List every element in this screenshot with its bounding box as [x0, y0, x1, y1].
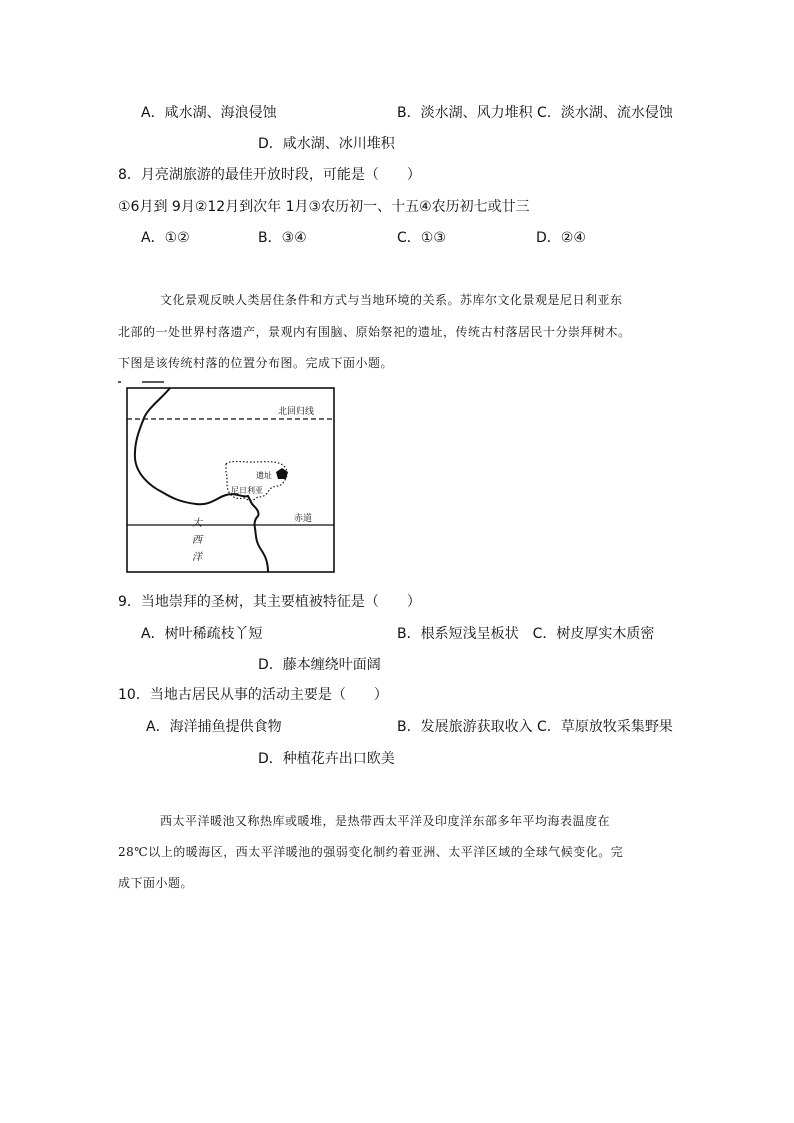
map-label-ocean-1: 大 [192, 518, 202, 529]
q8-stem: 8．月亮湖旅游的最佳开放时段，可能是（ ） [118, 167, 421, 183]
map-label-nigeria: 尼日利亚 [231, 486, 263, 495]
q10-option-bc: B．发展旅游获取收入 C．草原放牧采集野果 [397, 719, 673, 735]
map-label-ocean-2: 西 [192, 535, 202, 546]
passage1-line3: 下图是该传统村落的位置分布图。完成下面小题。 [118, 356, 394, 370]
map-label-ocean-3: 洋 [192, 552, 202, 563]
q9-stem: 9．当地崇拜的圣树，其主要植被特征是（ ） [118, 594, 421, 610]
passage2-line2: 28℃以上的暖海区，西太平洋暖池的强弱变化制约着亚洲、太平洋区域的全球气候变化。完 [118, 845, 624, 859]
map-label-tropic: 北回归线 [278, 407, 315, 417]
q9-option-a: A．树叶稀疏枝丫短 [141, 626, 263, 642]
passage2-line1: 西太平洋暖池又称热库或暖堆，是热带西太平洋及印度洋东部多年平均海表温度在 [160, 814, 611, 828]
q9-option-bc: B．根系短浅呈板状 C．树皮厚实木质密 [397, 626, 655, 642]
q8-option-a: A．①② [141, 230, 190, 246]
map-label-equator: 赤道 [294, 514, 313, 524]
q8-option-b: B．③④ [258, 230, 307, 246]
q10-option-a: A．海洋捕鱼提供食物 [146, 719, 282, 735]
passage1-line1: 文化景观反映人类居住条件和方式与当地环境的关系。苏库尔文化景观是尼日利亚东 [160, 293, 623, 307]
q10-stem: 10．当地古居民从事的活动主要是（ ） [118, 687, 388, 703]
passage2-line3: 成下面小题。 [118, 876, 194, 890]
q8-option-d: D．②④ [536, 230, 586, 246]
map-label-site: 遗址 [256, 471, 272, 480]
q7-option-d: D．咸水湖、冰川堆积 [258, 136, 395, 152]
q8-option-c: C．①③ [397, 230, 446, 246]
passage1-line2: 北部的一处世界村落遗产，景观内有围脑、原始祭祀的遗址，传统古村落居民十分崇拜树木。 [118, 325, 631, 339]
q9-option-d: D．藤本缠绕叶面阔 [258, 657, 381, 673]
q7-option-a: A．咸水湖、海浪侵蚀 [141, 105, 277, 121]
q8-items: ①6月到 9月②12月到次年 1月③农历初一、十五④农历初七或廿三 [118, 199, 530, 215]
q7-option-bc: B．淡水湖、风力堆积 C．淡水湖、流水侵蚀 [397, 105, 673, 121]
q10-option-d: D．种植花卉出口欧美 [258, 751, 395, 767]
village-location-map [118, 380, 338, 575]
